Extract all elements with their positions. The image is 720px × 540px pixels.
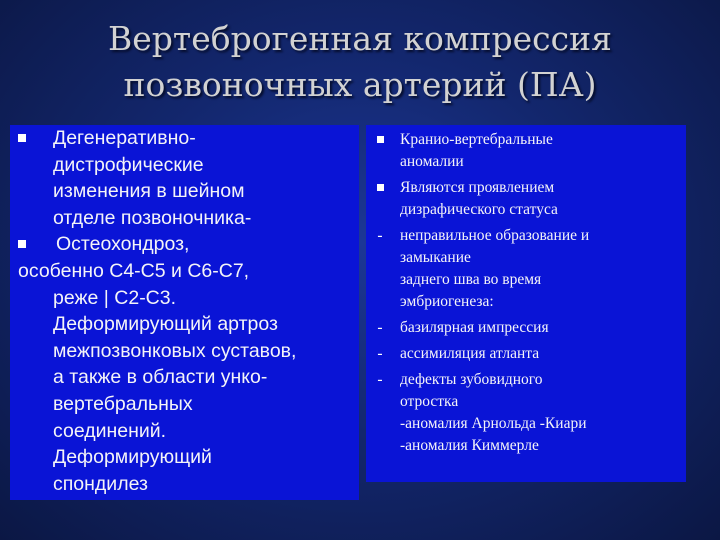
list-item-continuation bbox=[18, 471, 359, 498]
right-line: замыкание bbox=[400, 249, 471, 266]
right-line: эмбриогенеза: bbox=[400, 293, 494, 310]
list-item bbox=[18, 231, 359, 258]
left-line: Деформирующий bbox=[53, 446, 212, 469]
slide-title bbox=[60, 16, 660, 108]
right-line: неправильное образование и bbox=[400, 227, 590, 244]
left-line: а также в области унко- bbox=[53, 366, 268, 389]
right-line: базилярная импрессия bbox=[400, 319, 549, 336]
list-item-continuation bbox=[18, 444, 359, 471]
left-line: Деформирующий артроз bbox=[53, 313, 278, 336]
left-line: межпозвонковых суставов, bbox=[53, 339, 297, 362]
right-line: ассимиляция атланта bbox=[400, 345, 540, 362]
square-bullet-icon bbox=[377, 136, 384, 143]
left-line: изменения в шейном bbox=[53, 180, 245, 203]
title-line-1: Вертеброгенная компрессия bbox=[108, 19, 612, 58]
right-line: отростка bbox=[400, 393, 459, 410]
list-item-continuation bbox=[18, 152, 359, 179]
list-item-continuation bbox=[18, 311, 359, 338]
list-item-continuation bbox=[18, 418, 359, 445]
right-line: дизрафического статуса bbox=[400, 201, 558, 218]
left-line: отделе позвоночника- bbox=[53, 206, 252, 229]
list-item bbox=[18, 125, 359, 152]
right-text-panel bbox=[366, 125, 686, 482]
dash-marker: - bbox=[377, 371, 383, 388]
right-line: заднего шва во время bbox=[400, 271, 542, 288]
bullet-marker bbox=[374, 129, 386, 151]
left-line: дистрофические bbox=[53, 153, 204, 176]
square-bullet-icon bbox=[18, 134, 26, 142]
list-item-continuation bbox=[18, 338, 359, 365]
right-line: -аномалия Арнольда -Киари bbox=[400, 415, 587, 432]
square-bullet-icon bbox=[18, 240, 26, 248]
left-line: особенно С4-С5 и С6-С7, bbox=[18, 259, 250, 282]
list-item-continuation bbox=[18, 178, 359, 205]
left-line: спондилез bbox=[53, 472, 148, 495]
title-line-2: позвоночных артерий (ПА) bbox=[123, 65, 597, 104]
list-item-continuation bbox=[18, 364, 359, 391]
left-line: соединений. bbox=[53, 419, 167, 442]
left-line: Остеохондроз, bbox=[56, 233, 190, 256]
list-item-continuation bbox=[18, 205, 359, 232]
left-line: реже | С2-С3. bbox=[53, 286, 177, 309]
list-item-continuation bbox=[18, 391, 359, 418]
right-line: Кранио-вертебральные bbox=[400, 131, 553, 148]
bullet-marker bbox=[374, 177, 386, 199]
right-line: дефекты зубовидного bbox=[400, 371, 543, 388]
list-item-continuation bbox=[18, 258, 359, 285]
dash-marker: - bbox=[377, 227, 383, 244]
left-line: вертебральных bbox=[53, 392, 193, 415]
right-line: аномалии bbox=[400, 153, 464, 170]
right-line: -аномалия Киммерле bbox=[400, 437, 539, 454]
left-text-panel bbox=[10, 125, 359, 500]
dash-marker: - bbox=[377, 345, 383, 362]
dash-marker: - bbox=[377, 319, 383, 336]
right-line: Являются проявлением bbox=[400, 179, 555, 196]
square-bullet-icon bbox=[377, 184, 384, 191]
left-line: Дегенеративно- bbox=[53, 127, 196, 149]
list-item-continuation bbox=[18, 285, 359, 312]
